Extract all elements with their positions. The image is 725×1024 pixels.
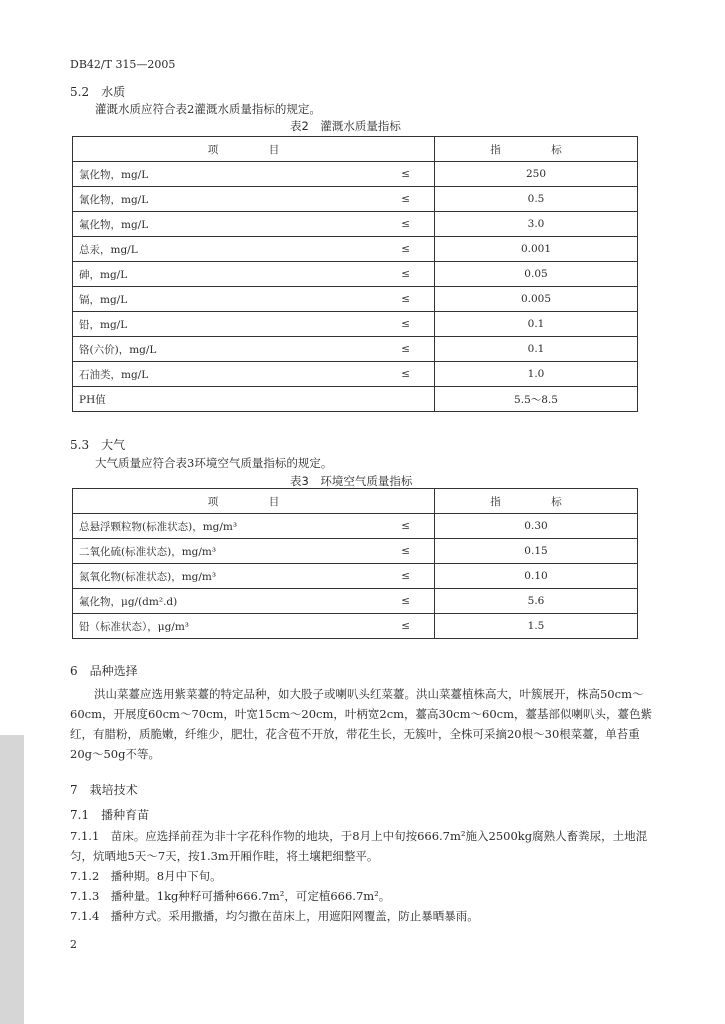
cell-operator	[324, 387, 434, 412]
table-row	[73, 362, 638, 387]
section-5-3-heading: 5.3 大气	[70, 438, 126, 452]
table-3-air-quality	[72, 488, 638, 639]
section-5-3-intro: 大气质量应符合表3环境空气质量指标的规定。	[95, 456, 333, 470]
table-row	[73, 287, 638, 312]
cell-operator: ≤	[324, 287, 434, 312]
cell-value: 3.0	[435, 212, 638, 237]
header-item: 项 目	[73, 137, 435, 162]
table-row	[73, 262, 638, 287]
table-row	[73, 162, 638, 187]
cell-value: 5.6	[435, 589, 638, 614]
cell-item: 石油类，mg/L	[73, 362, 325, 387]
cell-value: 0.1	[435, 312, 638, 337]
scan-edge-shadow	[0, 735, 24, 1024]
page-number: 2	[70, 938, 77, 951]
table-row	[73, 589, 638, 614]
header-indicator: 指 标	[435, 489, 638, 514]
cell-operator: ≤	[324, 337, 434, 362]
cell-operator: ≤	[324, 237, 434, 262]
cell-operator: ≤	[324, 262, 434, 287]
cell-value: 1.5	[435, 614, 638, 639]
table-row	[73, 614, 638, 639]
item-7-1-2: 7.1.2 播种期。8月中下旬。	[70, 869, 222, 883]
cell-operator: ≤	[367, 539, 435, 564]
cell-value: 0.1	[435, 337, 638, 362]
item-7-1-1: 7.1.1 苗床。应选择前茬为非十字花科作物的地块，于8月上中旬按666.7m²施入2500kg腐熟人畜粪尿，土地混匀，炕晒地5天～7天，按1.3m开厢作畦，将土壤耙细整平。	[70, 829, 648, 863]
section-7-heading: 7 栽培技术	[70, 783, 138, 797]
cell-item: 铅（标准状态），μg/m³	[73, 614, 367, 639]
cell-value: 0.15	[435, 539, 638, 564]
cell-value: 0.05	[435, 262, 638, 287]
cell-item: 氰化物，mg/L	[73, 187, 325, 212]
cell-item: 铅，mg/L	[73, 312, 325, 337]
cell-value: 250	[435, 162, 638, 187]
table-header-row	[73, 137, 638, 162]
cell-operator: ≤	[324, 312, 434, 337]
section-5-2-intro: 灌溉水质应符合表2灌溉水质量指标的规定。	[95, 102, 321, 116]
cell-operator: ≤	[324, 212, 434, 237]
cell-value: 0.005	[435, 287, 638, 312]
table-row	[73, 539, 638, 564]
table-row	[73, 237, 638, 262]
table-row	[73, 212, 638, 237]
cell-operator: ≤	[367, 614, 435, 639]
table-row	[73, 514, 638, 539]
table-row	[73, 312, 638, 337]
cell-value: 0.30	[435, 514, 638, 539]
section-6-paragraph: 洪山菜薹应选用紫菜薹的特定品种，如大股子或喇叭头红菜薹。洪山菜薹植株高大，叶簇展开，株高50cm～60cm，开展度60cm～70cm，叶宽15cm～20cm，叶柄宽2cm，薹高30cm～60cm，薹基部似喇叭头，薹色紫红，有腊粉，质脆嫩，纤维少，肥壮，花含苞不开放，带花生长，无簇叶，全株可采摘20根～30根菜薹，单苔重20g～50g不等。	[70, 687, 653, 761]
cell-value: 5.5～8.5	[435, 387, 638, 412]
cell-item: PH值	[73, 387, 325, 412]
cell-operator: ≤	[324, 162, 434, 187]
cell-item: 砷，mg/L	[73, 262, 325, 287]
header-indicator: 指 标	[435, 137, 638, 162]
cell-operator: ≤	[324, 187, 434, 212]
table-row	[73, 564, 638, 589]
cell-item: 二氧化硫(标准状态)，mg/m³	[73, 539, 367, 564]
cell-value: 0.001	[435, 237, 638, 262]
cell-item: 氟化物，mg/L	[73, 212, 325, 237]
table-header-row	[73, 489, 638, 514]
cell-item: 氟化物，μg/(dm².d)	[73, 589, 367, 614]
item-7-1-4: 7.1.4 播种方式。采用撒播，均匀撒在苗床上，用遮阳网覆盖，防止暴晒暴雨。	[70, 909, 479, 923]
cell-item: 总汞，mg/L	[73, 237, 325, 262]
cell-item: 铬(六价)，mg/L	[73, 337, 325, 362]
section-6-heading: 6 品种选择	[70, 664, 138, 678]
cell-item: 镉，mg/L	[73, 287, 325, 312]
item-7-1-3: 7.1.3 播种量。1kg种籽可播种666.7m²，可定植666.7m²。	[70, 889, 391, 903]
section-5-2-heading: 5.2 水质	[70, 85, 126, 99]
cell-item: 氮氧化物(标准状态)，mg/m³	[73, 564, 367, 589]
table-row	[73, 387, 638, 412]
table-2-water-quality	[72, 136, 638, 412]
table-3-caption: 表3 环境空气质量指标	[290, 474, 413, 488]
table-2-caption: 表2 灌溉水质量指标	[290, 119, 401, 133]
table-row	[73, 337, 638, 362]
section-7-1-heading: 7.1 播种育苗	[70, 808, 150, 822]
cell-value: 0.10	[435, 564, 638, 589]
cell-operator: ≤	[367, 589, 435, 614]
header-item: 项 目	[73, 489, 435, 514]
cell-item: 氯化物，mg/L	[73, 162, 325, 187]
cell-item: 总悬浮颗粒物(标准状态)，mg/m³	[73, 514, 367, 539]
document-header: DB42/T 315—2005	[70, 58, 176, 71]
cell-operator: ≤	[367, 514, 435, 539]
cell-value: 1.0	[435, 362, 638, 387]
table-row	[73, 187, 638, 212]
cell-operator: ≤	[324, 362, 434, 387]
cell-operator: ≤	[367, 564, 435, 589]
cell-value: 0.5	[435, 187, 638, 212]
